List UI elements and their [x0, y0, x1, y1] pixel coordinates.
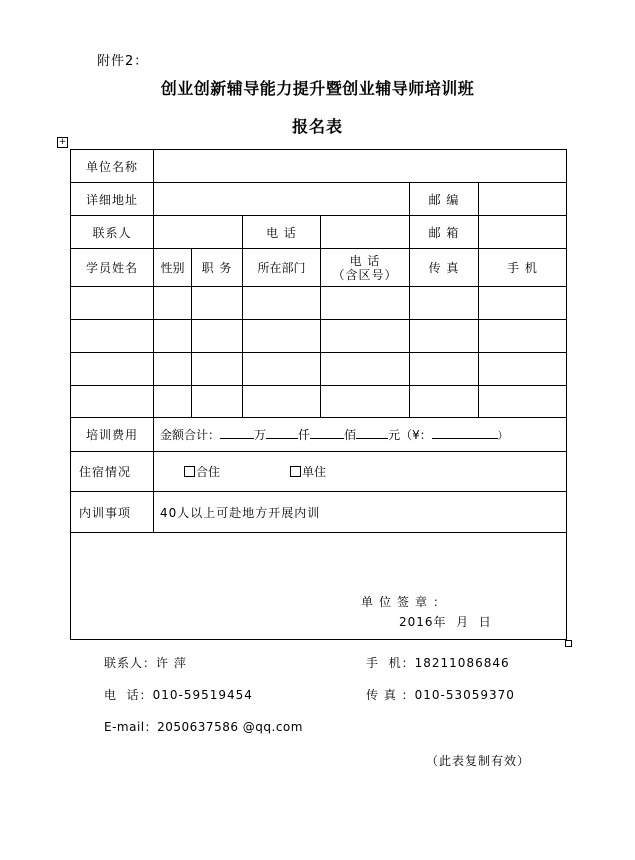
registration-table: [70, 149, 567, 640]
student-fax-cell[interactable]: [410, 320, 479, 353]
row-lodging: [71, 452, 567, 492]
col-header-gender: 性别: [154, 249, 192, 287]
table-move-handle-icon[interactable]: +: [58, 137, 67, 147]
signature-date: 2016年 月 日: [399, 615, 492, 629]
fee-bai-blank[interactable]: [310, 426, 344, 439]
student-mobile-cell[interactable]: [479, 386, 567, 418]
fee-total-blank[interactable]: [432, 426, 498, 439]
student-gender-cell[interactable]: [154, 287, 192, 320]
form-title: 创业创新辅导能力提升暨创业辅导师培训班: [160, 79, 475, 98]
student-department-cell[interactable]: [243, 287, 321, 320]
row-inhouse: [71, 492, 567, 533]
fee-label: 培训费用: [71, 418, 154, 452]
postcode-label: 邮 编: [410, 183, 479, 216]
student-name-cell[interactable]: [71, 287, 154, 320]
student-fax-cell[interactable]: [410, 353, 479, 386]
lodging-shared-label: 合住: [196, 465, 221, 479]
inhouse-text: 40人以上可赴地方开展内训: [154, 492, 567, 533]
lodging-field: [154, 452, 567, 492]
student-name-cell[interactable]: [71, 353, 154, 386]
fee-wan-unit: 万: [254, 428, 267, 442]
col-header-department: 所在部门: [243, 249, 321, 287]
student-position-cell[interactable]: [192, 320, 243, 353]
contact-phone-label: 电 话: [243, 216, 321, 249]
student-phone-cell[interactable]: [321, 320, 410, 353]
student-position-cell[interactable]: [192, 386, 243, 418]
footer-fax: 传 真 ：010-53059370: [366, 688, 515, 702]
student-name-cell[interactable]: [71, 386, 154, 418]
footer-note: （此表复制有效）: [426, 754, 531, 768]
col-header-phone: [321, 249, 410, 287]
unit-name-label: 单位名称: [71, 150, 154, 183]
attachment-label: 附件2：: [97, 54, 149, 69]
col-header-name: 学员姓名: [71, 249, 154, 287]
student-position-cell[interactable]: [192, 353, 243, 386]
lodging-single-label: 单住: [302, 465, 327, 479]
footer-phone: 电 话：010-59519454: [104, 688, 253, 702]
inhouse-label: 内训事项: [71, 492, 154, 533]
student-row: [71, 320, 567, 353]
row-signature: [71, 533, 567, 640]
signature-area[interactable]: [71, 533, 567, 640]
fee-close: ）: [497, 431, 508, 442]
row-contact: [71, 216, 567, 249]
student-row: [71, 353, 567, 386]
fee-field[interactable]: [154, 418, 567, 452]
fee-wan-blank[interactable]: [220, 426, 254, 439]
row-unit-name: [71, 150, 567, 183]
student-mobile-cell[interactable]: [479, 320, 567, 353]
row-fee: [71, 418, 567, 452]
address-field[interactable]: [154, 183, 410, 216]
col-header-fax: 传 真: [410, 249, 479, 287]
fee-bai-unit: 佰: [344, 428, 357, 442]
student-mobile-cell[interactable]: [479, 287, 567, 320]
address-label: 详细地址: [71, 183, 154, 216]
fee-yuan-blank[interactable]: [356, 426, 388, 439]
lodging-label: 住宿情况: [71, 452, 154, 492]
email-field[interactable]: [479, 216, 567, 249]
fee-qian-unit: 仟: [298, 428, 311, 442]
row-column-headers: [71, 249, 567, 287]
lodging-shared-checkbox[interactable]: [184, 466, 195, 477]
student-fax-cell[interactable]: [410, 287, 479, 320]
student-phone-cell[interactable]: [321, 287, 410, 320]
student-department-cell[interactable]: [243, 320, 321, 353]
col-header-phone-line1: 电 话: [349, 253, 381, 268]
form-subtitle: 报名表: [291, 117, 343, 136]
contact-label: 联系人: [71, 216, 154, 249]
student-fax-cell[interactable]: [410, 386, 479, 418]
student-gender-cell[interactable]: [154, 320, 192, 353]
contact-field[interactable]: [154, 216, 243, 249]
fee-prefix: 金额合计：: [160, 428, 221, 442]
fee-yuan-unit: 元（¥：: [388, 428, 432, 442]
student-department-cell[interactable]: [243, 386, 321, 418]
student-mobile-cell[interactable]: [479, 353, 567, 386]
col-header-phone-line2: （含区号）: [332, 267, 398, 282]
student-gender-cell[interactable]: [154, 386, 192, 418]
row-address: [71, 183, 567, 216]
postcode-field[interactable]: [479, 183, 567, 216]
footer-contact: 联系人：许 萍: [104, 656, 187, 670]
signature-label: 单位签章：: [361, 595, 452, 609]
student-gender-cell[interactable]: [154, 353, 192, 386]
table-resize-handle-icon[interactable]: [565, 640, 572, 647]
footer-mobile: 手 机：18211086846: [366, 656, 510, 670]
fee-qian-blank[interactable]: [266, 426, 298, 439]
student-row: [71, 386, 567, 418]
email-label: 邮 箱: [410, 216, 479, 249]
student-row: [71, 287, 567, 320]
contact-phone-field[interactable]: [321, 216, 410, 249]
unit-name-field[interactable]: [154, 150, 567, 183]
student-phone-cell[interactable]: [321, 353, 410, 386]
lodging-single-checkbox[interactable]: [290, 466, 301, 477]
col-header-position: 职 务: [192, 249, 243, 287]
col-header-mobile: 手 机: [479, 249, 567, 287]
student-position-cell[interactable]: [192, 287, 243, 320]
student-department-cell[interactable]: [243, 353, 321, 386]
student-name-cell[interactable]: [71, 320, 154, 353]
footer-email: E-mail：2050637586 @qq.com: [104, 720, 303, 734]
student-phone-cell[interactable]: [321, 386, 410, 418]
